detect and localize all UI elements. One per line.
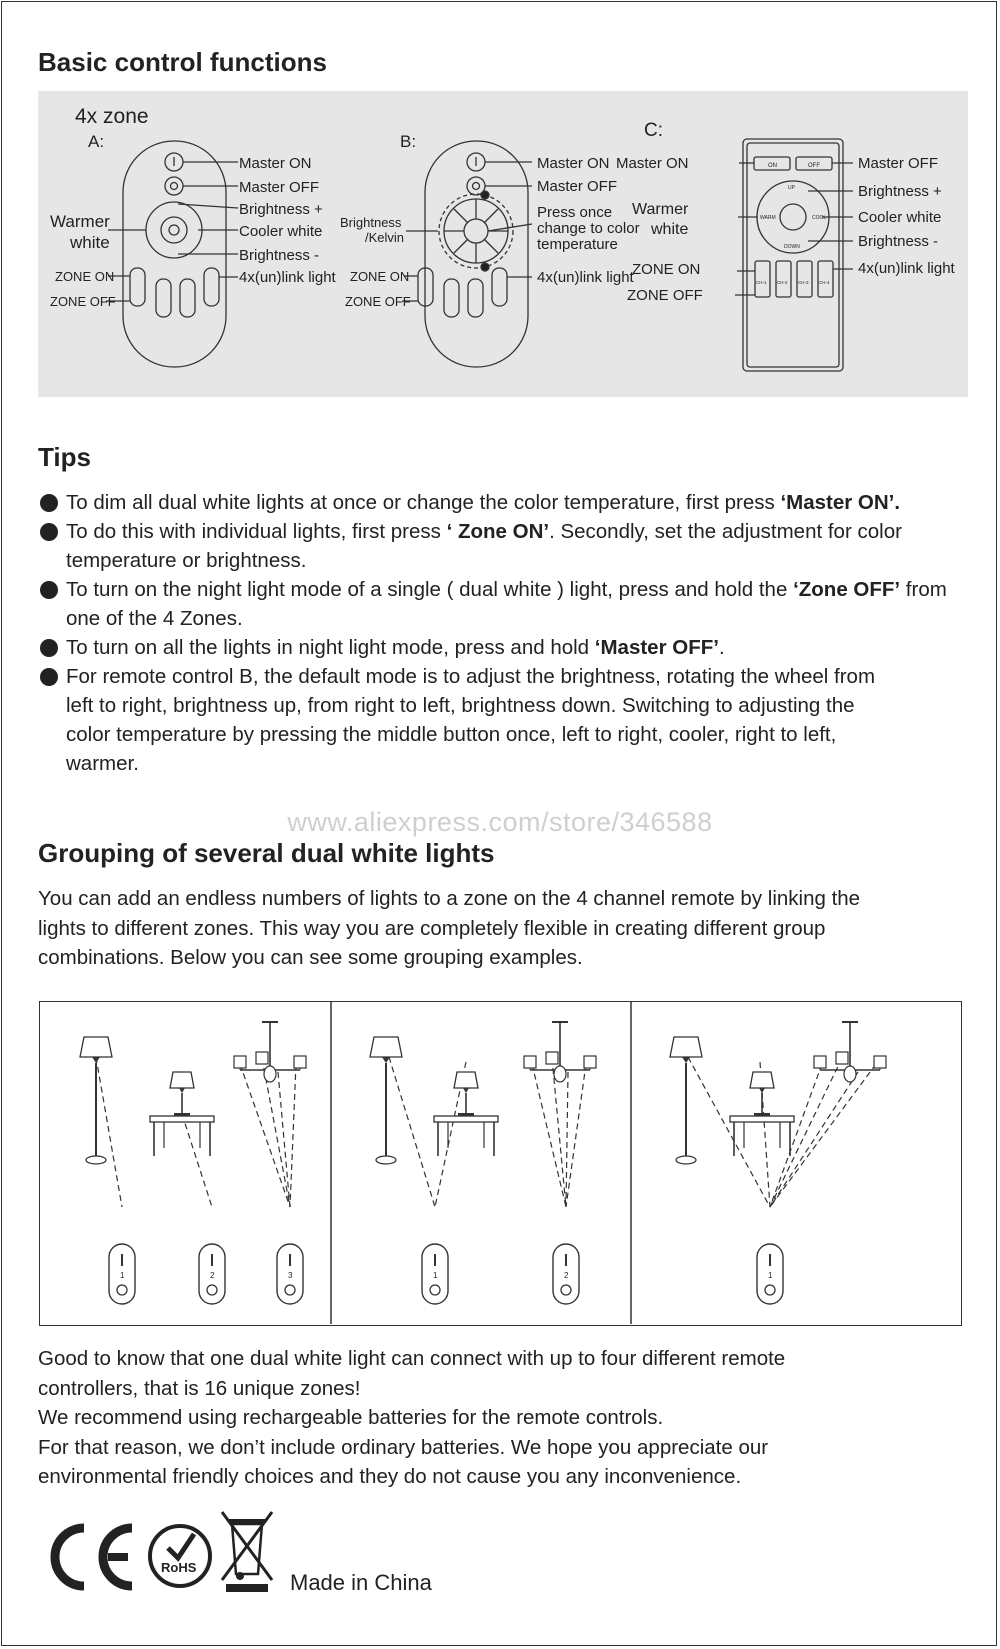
certification-logos: [44, 1510, 284, 1615]
bullet-icon: [40, 639, 58, 657]
grouping-paragraph: You can add an endless numbers of lights to a zone on the 4 channel remote by linking the lights to different zones. This way you are completely flexible in creating different group combinations. Below you can see some grouping examples.: [38, 887, 861, 969]
remote-a-master-off: Master OFF: [239, 179, 320, 196]
zone-number-1: 1: [768, 1271, 773, 1280]
remote-c-brightness-plus: Brightness +: [858, 183, 942, 200]
remote-a-brightness-plus: Brightness +: [239, 201, 323, 218]
zone-number-1: 1: [433, 1271, 438, 1280]
remote-b-zone-off: ZONE OFF: [345, 294, 411, 309]
zone-number-2: 2: [564, 1271, 569, 1280]
zone-number-2: 2: [210, 1271, 215, 1280]
remote-a-cooler-white: Cooler white: [239, 223, 323, 240]
logo-marks: [44, 1510, 284, 1610]
remote-c-warm: WARM: [760, 215, 776, 221]
remote-b-illustration: [402, 141, 532, 367]
remote-c-zone-off: ZONE OFF: [627, 287, 703, 304]
bullet-icon: [40, 494, 58, 512]
remote-c-cool: COOL: [812, 215, 827, 221]
remote-c-master-on: Master ON: [616, 155, 689, 172]
grouping-examples: [39, 1001, 962, 1326]
remote-c-link: 4x(un)link light: [858, 260, 955, 277]
remote-c-ch3: CH-3: [798, 280, 809, 285]
tip-item: For remote control B, the default mode is to adjust the brightness, rotating the wheel from left to right, brightness up, from right to left, brightness down. Switching to adjusting the color temperature by pressing the middle button once, left to right, cooler, right to left, warmer.: [38, 662, 973, 778]
rohs-logo: [150, 1526, 210, 1586]
remote-c-ch4: CH-4: [819, 280, 830, 285]
grouping-illustration: [40, 1002, 960, 1324]
remote-b-kelvin: /Kelvin: [365, 230, 405, 245]
weee-bin-icon: [222, 1512, 272, 1592]
remote-c-ch1: CH-1: [756, 280, 767, 285]
remote-c-warmer: Warmer: [632, 201, 689, 218]
zone-number-3: 3: [288, 1271, 293, 1280]
basic-controls-title: Basic control functions: [38, 47, 327, 77]
tip-item: To do this with individual lights, first press ‘ Zone ON’. Secondly, set the adjustment for color temperature or brightness.: [38, 517, 973, 575]
remote-a-master-on: Master ON: [239, 155, 312, 172]
zone-number-1: 1: [120, 1271, 125, 1280]
rohs-text: RoHS: [161, 1560, 197, 1575]
ce-logo: [55, 1528, 132, 1586]
remote-c-brightness-minus: Brightness -: [858, 233, 939, 250]
tip-item: To turn on all the lights in night light mode, press and hold ‘Master OFF’.: [38, 633, 973, 662]
remote-c-btn-off: OFF: [808, 163, 820, 169]
remote-c-master-off: Master OFF: [858, 155, 939, 172]
remote-a-illustration: [106, 141, 238, 367]
remote-a-brightness-minus: Brightness -: [239, 247, 320, 264]
grouping-title: Grouping of several dual white lights: [38, 838, 495, 868]
made-in-china: Made in China: [290, 1570, 432, 1595]
remote-b-letter: B:: [400, 132, 417, 151]
remote-c-white: white: [651, 221, 689, 238]
remote-b-master-off: Master OFF: [537, 178, 618, 195]
tip-item: To turn on the night light mode of a single ( dual white ) light, press and hold the ‘Zone OFF’ from one of the 4 Zones.: [38, 575, 973, 633]
remote-a-zone-off: ZONE OFF: [50, 294, 116, 309]
remote-c-btn-on: ON: [768, 163, 777, 169]
remote-b-zone-on: ZONE ON: [350, 269, 410, 284]
remotes-panel: [38, 91, 968, 397]
zone-label: 4x zone: [75, 105, 149, 128]
remote-b-master-on: Master ON: [537, 155, 610, 172]
remote-a-warmer: Warmer: [50, 212, 110, 231]
remote-c-down: DOWN: [784, 244, 800, 250]
tips-list: [38, 488, 973, 778]
bullet-icon: [40, 523, 58, 541]
remote-c-cooler-white: Cooler white: [858, 209, 942, 226]
remote-a-zone-on: ZONE ON: [55, 269, 115, 284]
remote-b-press-2: change to color: [537, 220, 640, 237]
remote-a-link: 4x(un)link light: [239, 269, 336, 286]
footer-paragraph: Good to know that one dual white light can connect with up to four different remote controllers, that is 16 unique zones! We recommend using rechargeable batteries for the remote controls. For that reason, we don’t include ordinary batteries. We hope you appreciate our environmental friendly choices and they do not cause you any inconvenience.: [38, 1347, 786, 1488]
remote-b-link: 4x(un)link light: [537, 269, 634, 286]
tips-title: Tips: [38, 442, 91, 472]
remote-c-zone-on: ZONE ON: [632, 261, 701, 278]
remote-a-white: white: [70, 233, 110, 252]
bullet-icon: [40, 668, 58, 686]
remote-c-illustration: [735, 139, 853, 371]
remotes-illustration: [38, 91, 968, 397]
remote-c-letter: C:: [644, 120, 663, 141]
remote-b-brightness: Brightness: [340, 215, 402, 230]
remote-c-ch2: CH-2: [777, 280, 788, 285]
remote-b-press-1: Press once: [537, 204, 613, 221]
remote-b-press-3: temperature: [537, 236, 618, 253]
remote-c-up: UP: [788, 185, 795, 191]
remote-a-letter: A:: [88, 132, 105, 151]
bullet-icon: [40, 581, 58, 599]
watermark: www.aliexpress.com/store/346588: [287, 807, 713, 837]
tip-item: To dim all dual white lights at once or change the color temperature, first press ‘Master ON’.: [38, 488, 973, 517]
